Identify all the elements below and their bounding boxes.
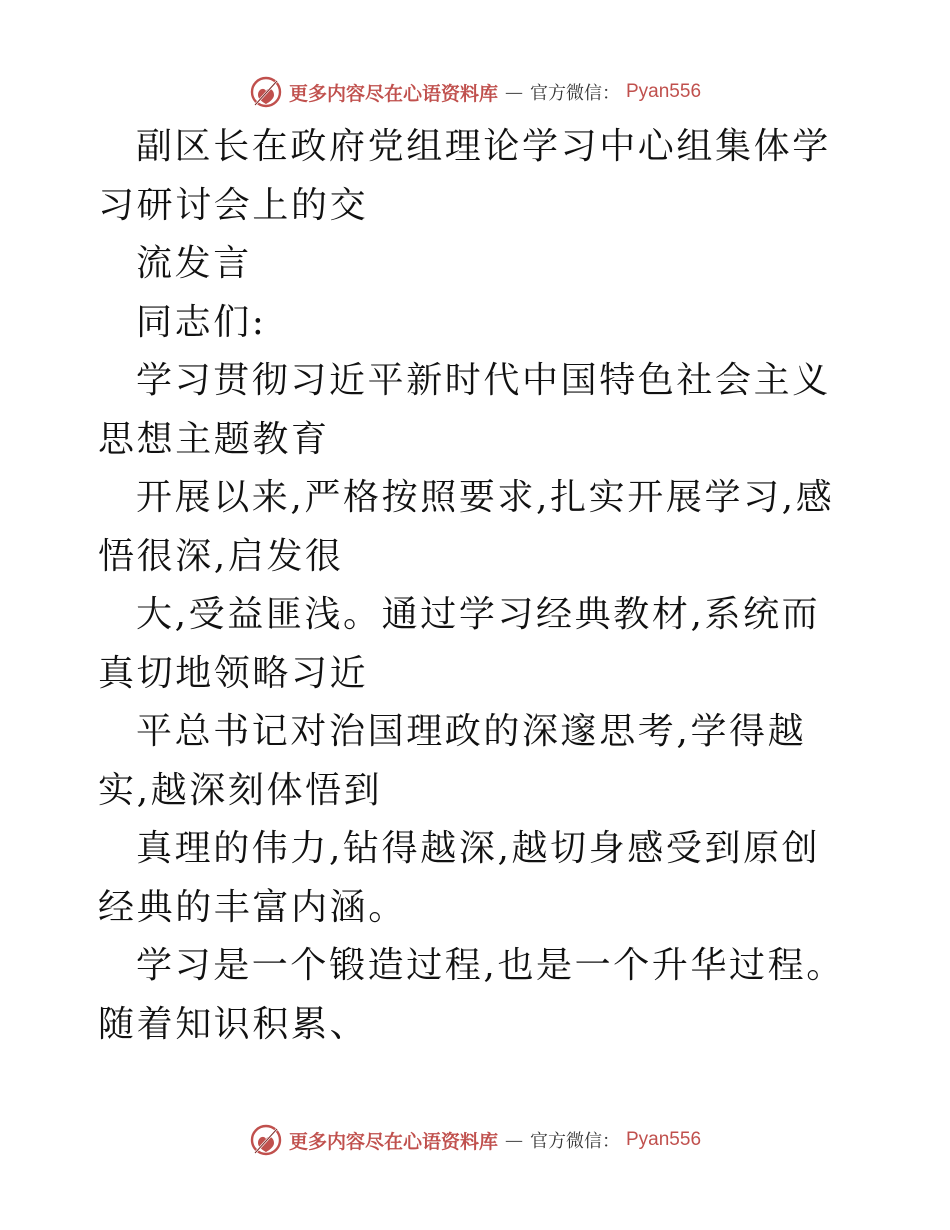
- banner-separator: —: [505, 1129, 523, 1151]
- banner-main-text: 更多内容尽在心语资料库: [288, 1130, 498, 1153]
- banner-main-text: 更多内容尽在心语资料库: [288, 82, 498, 105]
- paragraph: 学习贯彻习近平新时代中国特色社会主义思想主题教育: [98, 360, 831, 460]
- banner-separator: —: [505, 81, 523, 103]
- paragraph: 开展以来,严格按照要求,扎实开展学习,感悟很深,启发很: [98, 477, 835, 577]
- footer-watermark-banner: [0, 1120, 950, 1160]
- header-watermark-banner: [0, 72, 950, 112]
- banner-label: 官方微信：: [530, 1131, 620, 1152]
- paragraph: 平总书记对治国理政的深邃思考,学得越实,越深刻体悟到: [98, 711, 807, 811]
- paragraph: 真理的伟力,钻得越深,越切身感受到原创经典的丰富内涵。: [98, 828, 821, 928]
- paragraph: 副区长在政府党组理论学习中心组集体学习研讨会上的交: [98, 126, 831, 226]
- banner-label: 官方微信：: [530, 83, 620, 104]
- banner-account-id: Pyan556: [626, 81, 702, 102]
- paragraph: 学习是一个锻造过程,也是一个升华过程。随着知识积累、: [98, 945, 845, 1045]
- document-body: [98, 118, 858, 1054]
- banner-account-id: Pyan556: [626, 1129, 702, 1150]
- paragraph: 大,受益匪浅。通过学习经典教材,系统而真切地领略习近: [98, 594, 821, 694]
- heart-quill-logo-icon: [249, 75, 283, 109]
- heart-quill-logo-icon: [249, 1123, 283, 1157]
- paragraph: 同志们:: [136, 301, 267, 343]
- paragraph: 流发言: [136, 243, 252, 284]
